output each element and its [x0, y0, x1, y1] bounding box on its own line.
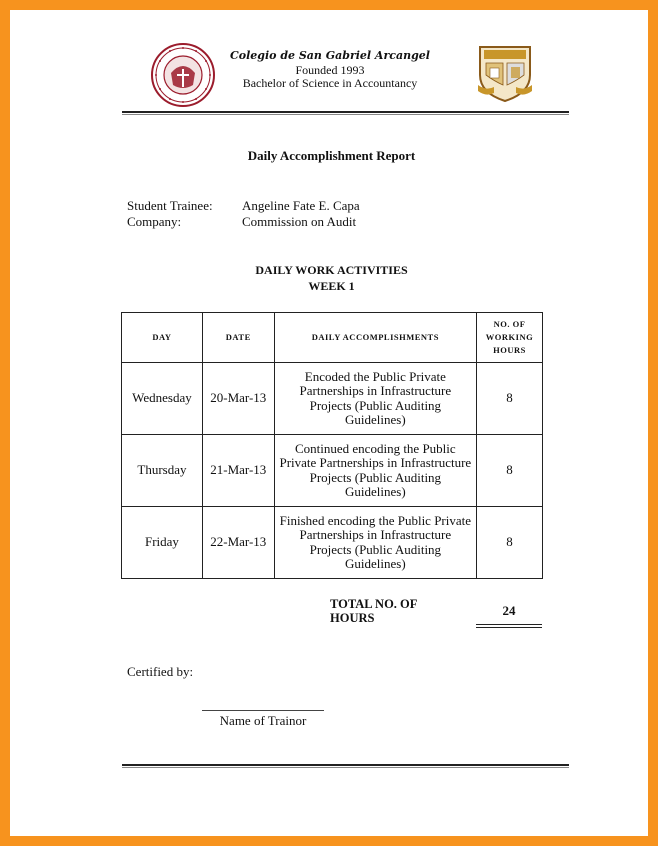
company-value: Commission on Audit	[242, 214, 357, 229]
date-cell: 20-Mar-13	[202, 363, 274, 435]
hours-cell: 8	[477, 435, 543, 507]
accomplishment-table	[121, 312, 543, 579]
table-row	[122, 363, 543, 435]
footer-rule	[122, 764, 569, 766]
student-trainee-label: Student Trainee:	[127, 198, 213, 213]
accomplishment-cell: Encoded the Public Private Partnerships in Infrastructure Projects (Public Auditing Guidelines)	[274, 363, 476, 435]
trainor-name-label: Name of Trainor	[219, 713, 307, 728]
department-shield-logo	[476, 41, 534, 103]
hours-cell: 8	[477, 507, 543, 579]
week-label: WEEK 1	[308, 279, 355, 293]
table-row	[122, 435, 543, 507]
day-cell: Thursday	[122, 435, 203, 507]
date-cell: 21-Mar-13	[202, 435, 274, 507]
document-page	[10, 10, 648, 836]
table-header-row	[122, 313, 543, 363]
total-hours-value: 24	[502, 603, 516, 618]
footer-rule-thin	[122, 767, 569, 768]
student-trainee-value: Angeline Fate E. Capa	[242, 198, 360, 213]
founded-year: Founded 1993	[295, 63, 365, 77]
table-row	[122, 507, 543, 579]
day-cell: Friday	[122, 507, 203, 579]
date-cell: 22-Mar-13	[202, 507, 274, 579]
report-title: Daily Accomplishment Report	[247, 148, 416, 163]
column-header-date: DATE	[202, 313, 274, 363]
company-label: Company:	[127, 214, 182, 229]
column-header-hours: NO. OF WORKING HOURS	[477, 313, 543, 363]
day-cell: Wednesday	[122, 363, 203, 435]
column-header-accomplishments: DAILY ACCOMPLISHMENTS	[274, 313, 476, 363]
hours-cell: 8	[477, 363, 543, 435]
accomplishment-cell: Finished encoding the Public Private Partnerships in Infrastructure Projects (Public Auditing Guidelines)	[274, 507, 476, 579]
certified-by-label: Certified by:	[127, 664, 194, 679]
total-hours-label: TOTAL NO. OF HOURS	[330, 597, 417, 625]
total-underline	[476, 624, 542, 625]
total-double-underline	[476, 627, 542, 628]
college-name: Colegio de San Gabriel Arcangel	[230, 49, 430, 62]
accomplishment-cell: Continued encoding the Public Private Partnerships in Infrastructure Projects (Public Auditing Guidelines)	[274, 435, 476, 507]
header-rule	[122, 111, 569, 113]
signature-line	[202, 710, 324, 711]
header-rule-thin	[122, 114, 569, 115]
section-title: DAILY WORK ACTIVITIES	[255, 263, 408, 277]
degree-program: Bachelor of Science in Accountancy	[242, 76, 418, 90]
column-header-day: DAY	[122, 313, 203, 363]
